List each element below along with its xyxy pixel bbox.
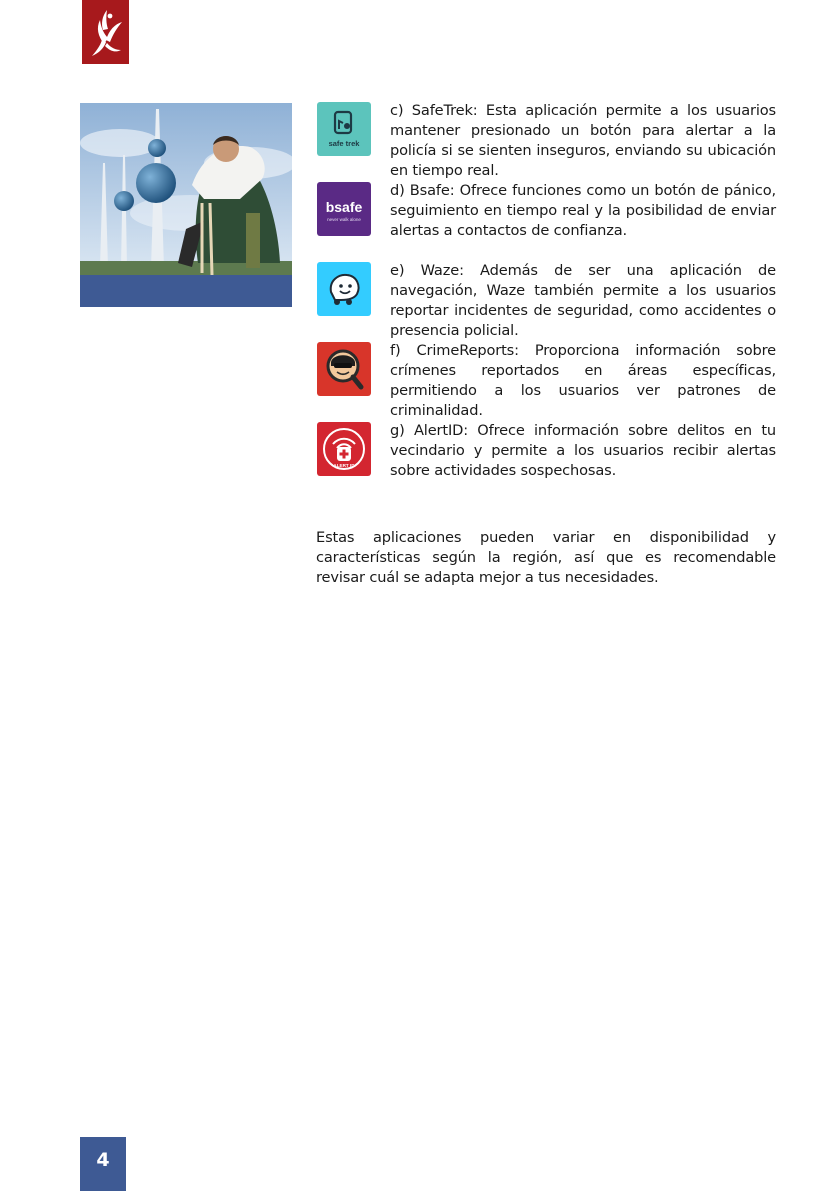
hero-photo — [80, 103, 292, 307]
app-icon-sublabel: never walk alone — [327, 217, 361, 222]
page-number: 4 — [96, 1149, 110, 1171]
list-item — [316, 341, 778, 421]
app-icon-label: safe trek — [328, 139, 360, 148]
app-description: f) CrimeReports: Proporciona información sobre crímenes reportados en áreas específicas, permitiendo a los usuarios ver patrones de criminalidad. — [390, 342, 776, 419]
app-icon-label: bsafe — [325, 199, 363, 215]
list-item — [316, 181, 778, 261]
app-list — [316, 101, 778, 501]
app-description: d) Bsafe: Ofrece funciones como un botón de pánico, seguimiento en tiempo real y la posibilidad de enviar alertas a contactos de confianza. — [390, 182, 776, 239]
app-icon-label: ALERT ID — [333, 463, 355, 468]
page-number-box — [80, 1137, 126, 1191]
app-description: g) AlertID: Ofrece información sobre delitos en tu vecindario y permite a los usuarios recibir alertas sobre actividades sospechosas. — [390, 422, 776, 479]
crimereports-icon — [317, 342, 371, 396]
list-item — [316, 101, 778, 181]
list-item — [316, 421, 778, 501]
waze-icon — [317, 262, 371, 316]
safe-trek-icon — [317, 102, 371, 156]
app-description: e) Waze: Además de ser una aplicación de navegación, Waze también permite a los usuarios reportar incidentes de seguridad, como accidentes o presencia policial. — [390, 262, 776, 339]
app-description: c) SafeTrek: Esta aplicación permite a los usuarios mantener presionado un botón para alertar a la policía si se sienten inseguros, enviando su ubicación en tiempo real. — [390, 102, 776, 179]
closing-paragraph: Estas aplicaciones pueden variar en disponibilidad y características según la región, así que es recomendable revisar cuál se adapta mejor a tus necesidades. — [316, 529, 776, 586]
kuwait-towers-bagpiper-photo — [80, 103, 292, 307]
list-item — [316, 261, 778, 341]
alertid-icon — [317, 422, 371, 476]
brand-logo — [82, 0, 129, 64]
bsafe-icon — [317, 182, 371, 236]
phoenix-bird-icon — [82, 0, 129, 64]
